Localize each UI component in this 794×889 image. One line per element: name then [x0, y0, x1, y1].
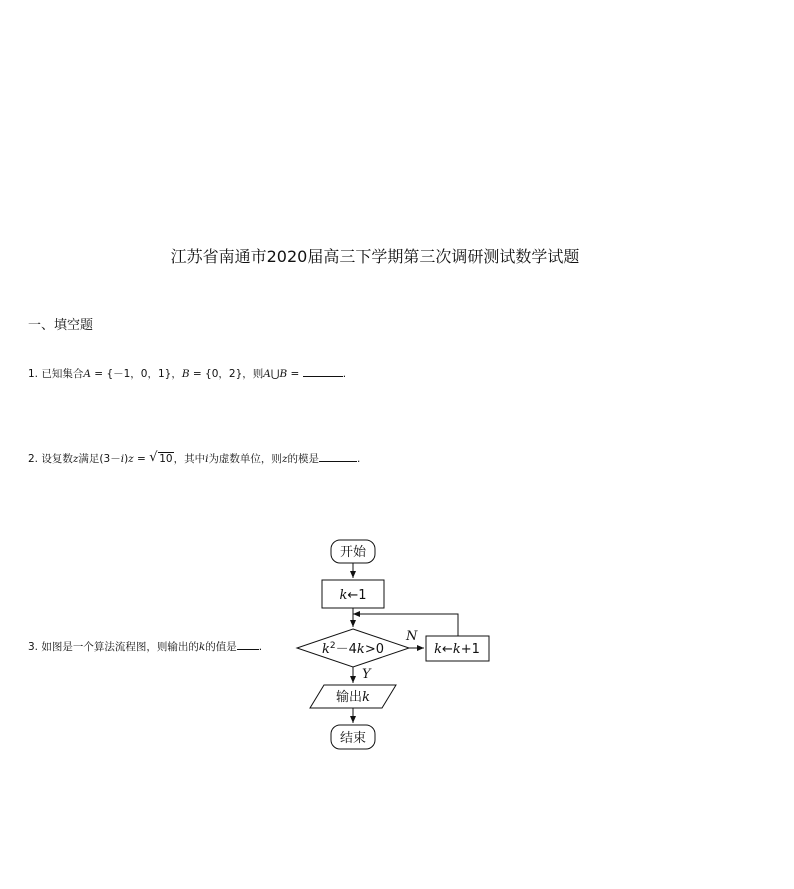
question-number: 2. [28, 453, 39, 465]
text-part: 为虚数单位，则 [208, 453, 282, 465]
init-label: k←1 [339, 588, 367, 603]
var-i: i [120, 453, 125, 465]
period: . [258, 641, 263, 653]
var-k: k [198, 641, 206, 653]
union-symbol: ⋃ [270, 368, 280, 380]
text-part: 满足(3－ [78, 453, 121, 465]
algorithm-flowchart [290, 532, 500, 757]
text-part: 的模是 [287, 453, 319, 465]
text-part: ) [124, 453, 129, 465]
condition-label: $k^2-4k>0$ [322, 641, 384, 657]
end-label: 结束 [339, 731, 367, 746]
question-text: 已知集合 [41, 368, 84, 380]
text-part: ，其中 [173, 453, 206, 465]
set-a-name: A [83, 368, 91, 380]
var-z: z [72, 453, 79, 465]
question-number: 3. [28, 641, 39, 653]
output-label: 输出k [336, 690, 370, 705]
var-z: z [128, 453, 134, 465]
question-1 [28, 366, 346, 381]
period: . [356, 453, 361, 465]
set-a-body: = {－1，0，1}， [90, 368, 182, 380]
union-left: A [263, 368, 271, 380]
union-right: B [279, 368, 288, 380]
text-part: 的值是 [205, 641, 237, 653]
question-3 [28, 639, 262, 654]
page-title: 江苏省南通市2020届高三下学期第三次调研测试数学试题 [170, 247, 580, 266]
var-z: z [281, 453, 288, 465]
section-heading: 一、填空题 [28, 318, 94, 333]
start-label: 开始 [339, 545, 367, 560]
period: . [342, 368, 347, 380]
answer-blank [303, 366, 343, 377]
update-label: k←k+1 [434, 642, 480, 657]
question-text: 设复数 [41, 453, 73, 465]
question-number: 1. [28, 368, 39, 380]
sqrt-icon: √ [149, 450, 158, 465]
set-b-body: = {0，2}，则 [189, 368, 264, 380]
set-b-name: B [181, 368, 190, 380]
question-2 [28, 451, 360, 466]
no-label: N [406, 629, 418, 644]
question-text: 如图是一个算法流程图，则输出的 [41, 641, 199, 653]
equals: = [133, 453, 150, 465]
sqrt-expression [149, 450, 173, 465]
yes-label: Y [362, 667, 371, 682]
sqrt-value: 10 [159, 453, 173, 465]
answer-blank [319, 451, 357, 462]
equals: = [287, 368, 303, 380]
var-i: i [205, 453, 209, 465]
answer-blank [237, 639, 259, 650]
